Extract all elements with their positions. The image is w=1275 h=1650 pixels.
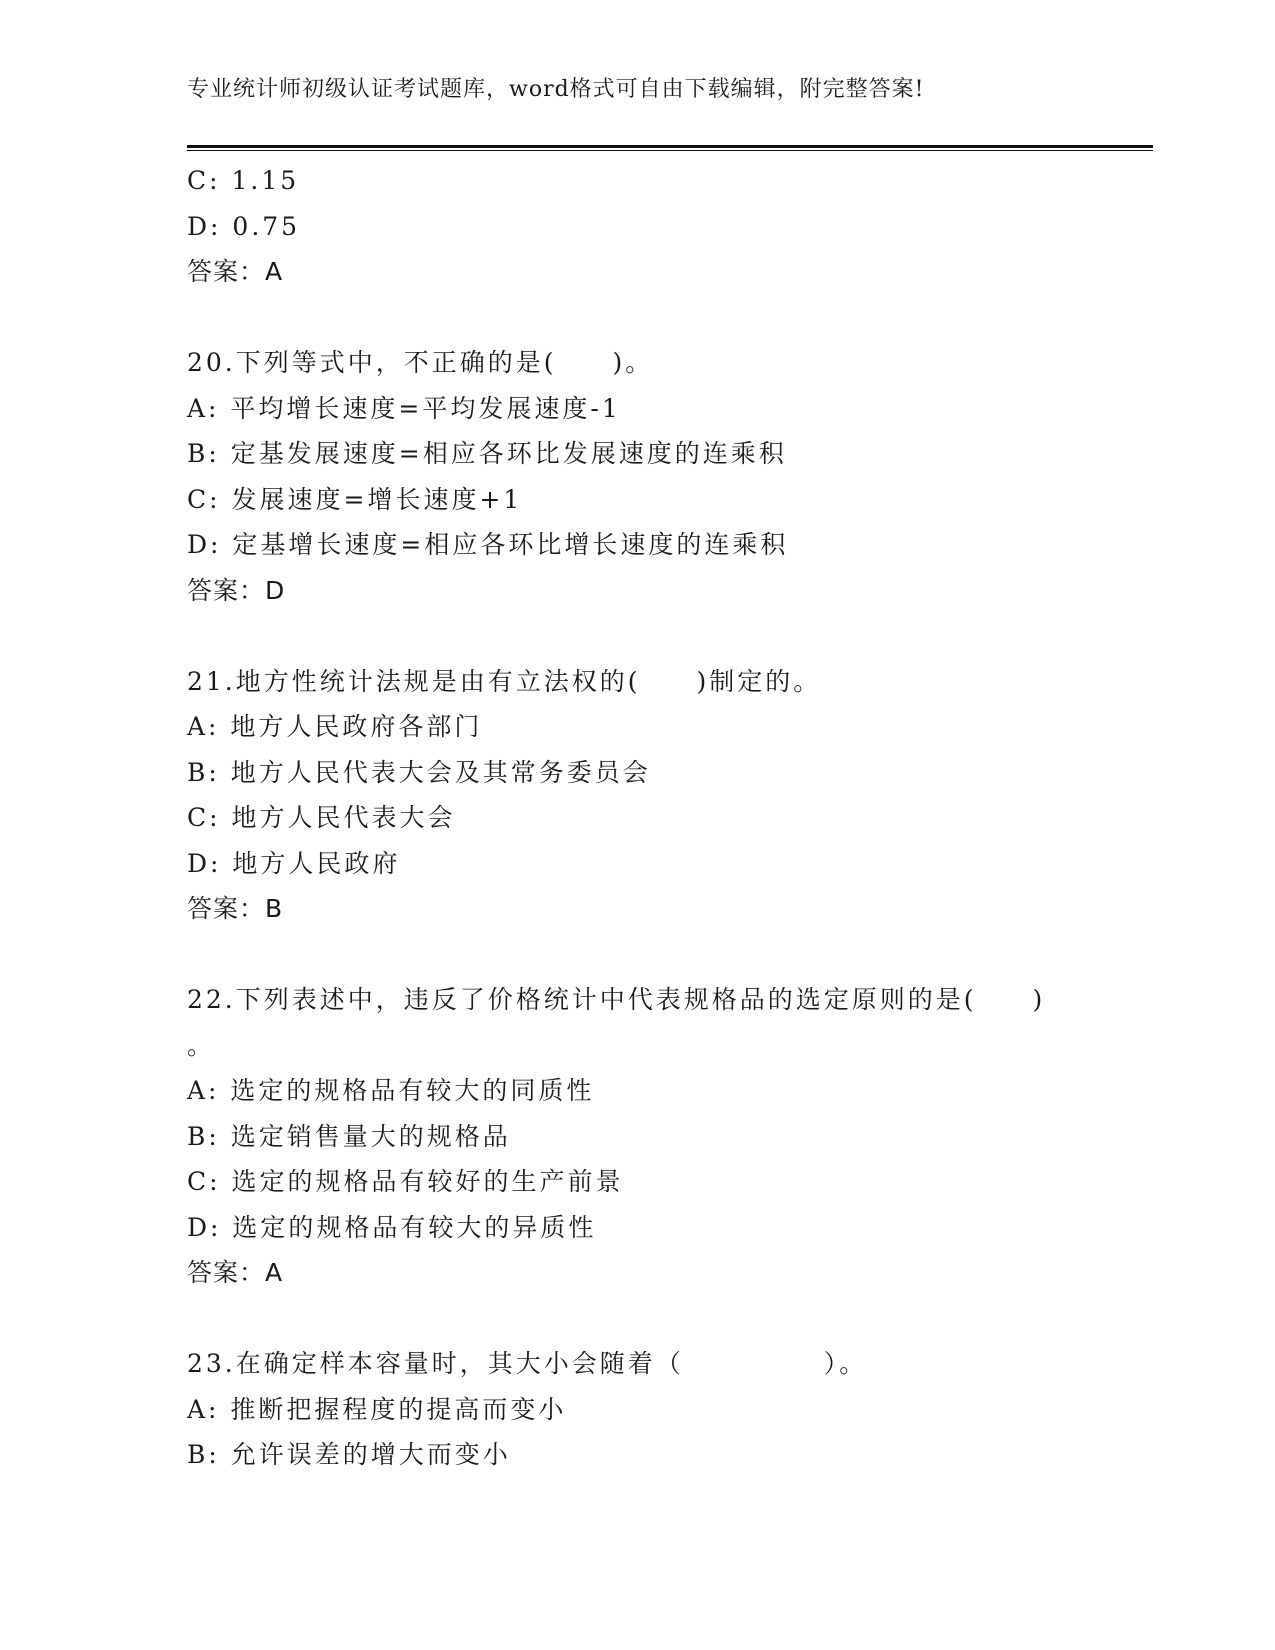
option-b: B: 允许误差的增大而变小 [187, 1440, 511, 1469]
question-stem: 21.地方性统计法规是由有立法权的( )制定的。 [187, 666, 822, 696]
header-rule-thin [187, 150, 1153, 151]
option-b: B: 选定销售量大的规格品 [187, 1121, 511, 1151]
option-c: C: 1.15 [187, 166, 300, 195]
option-a: A: 平均增长速度=平均发展速度-1 [187, 393, 621, 423]
question-stem: 20.下列等式中，不正确的是( )。 [187, 348, 654, 377]
question-23 [187, 1341, 1087, 1478]
header-rule [187, 145, 1153, 148]
option-d: D: 选定的规格品有较大的异质性 [187, 1212, 597, 1242]
answer: 答案：A [187, 257, 284, 286]
question-22 [187, 977, 1087, 1296]
question-stem: 22.下列表述中，违反了价格统计中代表规格品的选定原则的是( ) [187, 985, 1046, 1014]
answer: 答案：B [187, 894, 284, 923]
option-c: C: 选定的规格品有较好的生产前景 [187, 1167, 624, 1196]
answer: 答案：A [187, 1258, 284, 1287]
page-header: 专业统计师初级认证考试题库，word格式可自由下载编辑，附完整答案! [187, 77, 925, 102]
option-d: D: 定基增长速度=相应各环比增长速度的连乘积 [187, 530, 789, 559]
option-b: B: 定基发展速度=相应各环比发展速度的连乘积 [187, 439, 787, 468]
option-c: C: 地方人民代表大会 [187, 803, 456, 832]
question-stem: 23.在确定样本容量时，其大小会随着（ ）。 [187, 1349, 868, 1378]
option-a: A: 推断把握程度的提高而变小 [187, 1394, 567, 1424]
option-a: A: 地方人民政府各部门 [187, 712, 483, 741]
question-20 [187, 340, 1087, 613]
question-21 [187, 659, 1087, 932]
question-stem-continuation: 。 [187, 1030, 216, 1060]
option-d: D: 0.75 [187, 211, 301, 241]
option-b: B: 地方人民代表大会及其常务委员会 [187, 757, 651, 787]
option-a: A: 选定的规格品有较大的同质性 [187, 1076, 595, 1105]
document-body [187, 158, 1087, 1478]
option-c: C: 发展速度=增长速度+1 [187, 484, 523, 514]
answer: 答案：D [187, 575, 286, 605]
option-d: D: 地方人民政府 [187, 848, 401, 878]
